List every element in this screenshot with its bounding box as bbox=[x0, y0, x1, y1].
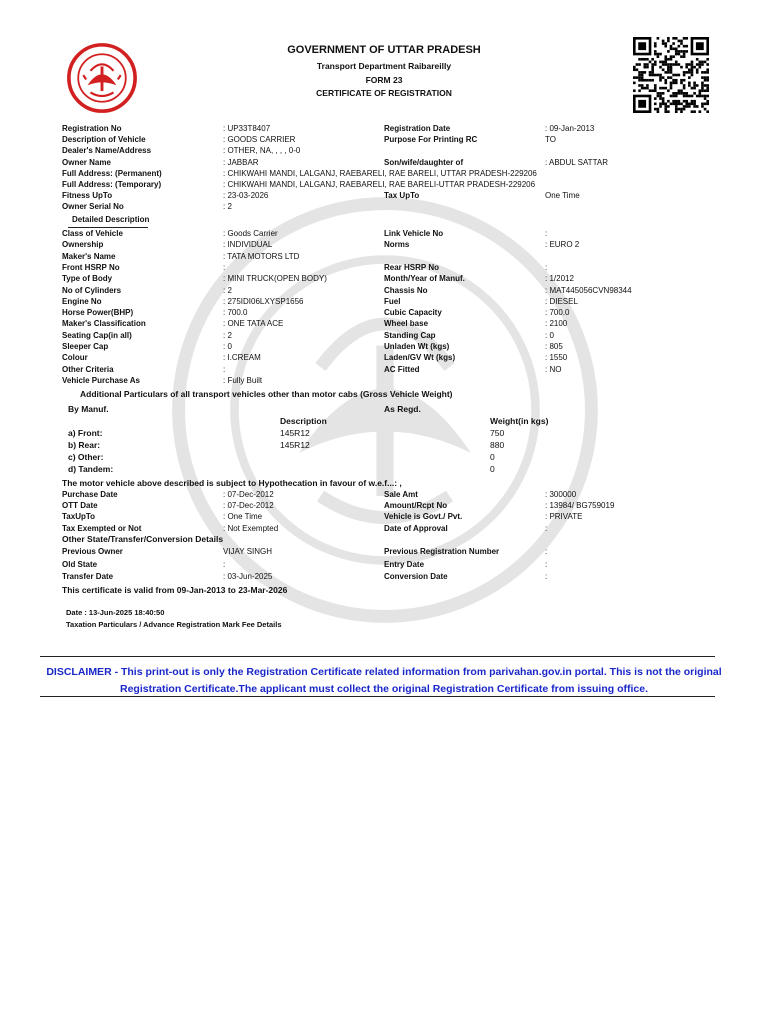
field-value: : bbox=[545, 262, 548, 272]
field-label: Sleeper Cap bbox=[62, 342, 109, 351]
disclaimer-bottom-rule bbox=[40, 696, 715, 697]
gvw-row-weight: 0 bbox=[490, 464, 495, 474]
validity-text: This certificate is valid from 09-Jan-2013 to 23-Mar-2026 bbox=[62, 585, 288, 595]
gvw-row-weight: 880 bbox=[490, 440, 505, 450]
field-value: : 805 bbox=[545, 342, 563, 351]
field-value: : NO bbox=[545, 364, 562, 374]
field-value: : PRIVATE bbox=[545, 512, 583, 522]
field-value: : Fully Built bbox=[223, 375, 263, 385]
disclaimer-line-2: Registration Certificate.The applicant must collect the original Registration Certificate from issuing office. bbox=[119, 683, 648, 695]
disclaimer-top-rule bbox=[40, 656, 715, 657]
field-label: Previous Registration Number bbox=[384, 547, 500, 556]
field-label: Amount/Rcpt No bbox=[384, 501, 448, 511]
field-value: : UP33T8407 bbox=[223, 124, 271, 133]
print-date: Date : 13-Jun-2025 18:40:50 bbox=[66, 608, 165, 617]
taxation-particulars: Taxation Particulars / Advance Registration Mark Fee Details bbox=[66, 620, 282, 629]
field-label: Fitness UpTo bbox=[62, 191, 113, 201]
field-label: Previous Owner bbox=[62, 547, 123, 556]
weight-header: Weight(in kgs) bbox=[490, 416, 549, 426]
field-label: Vehicle Purchase As bbox=[62, 375, 140, 385]
field-label: Rear HSRP No bbox=[384, 262, 439, 272]
field-value: : OTHER, NA, , , , 0-0 bbox=[223, 146, 301, 156]
field-value: : 1550 bbox=[545, 353, 568, 363]
field-label: Son/wife/daughter of bbox=[384, 157, 464, 167]
field-label: Horse Power(BHP) bbox=[62, 308, 134, 318]
field-label: Unladen Wt (kgs) bbox=[384, 342, 450, 351]
gvw-row-weight: 0 bbox=[490, 452, 495, 462]
field-label: Transfer Date bbox=[62, 572, 114, 581]
header-department: Transport Department Raibareilly bbox=[316, 61, 452, 71]
field-value: : 700.0 bbox=[223, 308, 248, 318]
field-label: Link Vehicle No bbox=[384, 229, 444, 238]
field-value: : 0 bbox=[545, 330, 554, 340]
field-value: : 700.0 bbox=[545, 308, 570, 318]
field-value: : Goods Carrier bbox=[223, 229, 278, 238]
disclaimer bbox=[40, 664, 728, 698]
gvw-row-weight: 750 bbox=[490, 428, 505, 438]
field-label: Wheel base bbox=[384, 319, 429, 329]
field-value: : MAT445056CVN98344 bbox=[545, 285, 632, 295]
field-label: Type of Body bbox=[62, 274, 113, 284]
gvw-row-label: c) Other: bbox=[68, 452, 104, 462]
field-label: AC Fitted bbox=[384, 364, 420, 374]
field-label: Description of Vehicle bbox=[62, 135, 146, 145]
field-value: : JABBAR bbox=[223, 157, 259, 167]
field-value: : 07-Dec-2012 bbox=[223, 490, 274, 499]
header-title: GOVERNMENT OF UTTAR PRADESH bbox=[287, 44, 481, 56]
field-label: Full Address: (Temporary) bbox=[62, 180, 162, 189]
header-certificate: CERTIFICATE OF REGISTRATION bbox=[316, 88, 452, 98]
field-value: : MINI TRUCK(OPEN BODY) bbox=[223, 274, 327, 284]
field-value: : CHIKWAHI MANDI, LALGANJ, RAEBARELI, RAE BARELI, UTTAR PRADESH-229206 bbox=[223, 168, 537, 178]
field-label: Sale Amt bbox=[384, 490, 418, 499]
field-value: : bbox=[223, 559, 226, 569]
header-form: FORM 23 bbox=[365, 75, 403, 85]
field-value: : bbox=[223, 364, 226, 374]
field-label: Old State bbox=[62, 559, 98, 569]
field-value: : 2 bbox=[223, 330, 232, 340]
field-label: Conversion Date bbox=[384, 572, 448, 581]
field-value: : 23-03-2026 bbox=[223, 191, 269, 201]
field-label: Owner Name bbox=[62, 157, 111, 167]
field-label: Maker's Name bbox=[62, 251, 116, 261]
field-label: No of Cylinders bbox=[62, 285, 122, 295]
field-value: VIJAY SINGH bbox=[223, 547, 273, 556]
field-value: : 2 bbox=[223, 202, 232, 212]
field-label: Class of Vehicle bbox=[62, 229, 123, 238]
field-label: Registration Date bbox=[384, 124, 451, 133]
gvw-row-description: 145R12 bbox=[280, 440, 310, 450]
as-regd-label: As Regd. bbox=[384, 404, 421, 414]
field-value: : ONE TATA ACE bbox=[223, 319, 284, 329]
field-label: Laden/GV Wt (kgs) bbox=[384, 353, 456, 363]
description-header: Description bbox=[280, 416, 327, 426]
field-value: : bbox=[545, 523, 548, 533]
field-label: Dealer's Name/Address bbox=[62, 146, 152, 156]
field-value: : bbox=[545, 572, 548, 581]
field-value: TO bbox=[545, 135, 556, 145]
field-label: Engine No bbox=[62, 296, 102, 306]
field-value: : bbox=[223, 262, 226, 272]
field-label: Registration No bbox=[62, 124, 122, 133]
field-label: Front HSRP No bbox=[62, 262, 120, 272]
field-value: : 1/2012 bbox=[545, 274, 574, 284]
disclaimer-line-1: DISCLAIMER - This print-out is only the Registration Certificate related information from parivahan.gov.in portal. This is not the original bbox=[46, 666, 722, 678]
field-value: : 13984/ BG759019 bbox=[545, 501, 615, 511]
detailed-title-underline bbox=[68, 227, 148, 228]
field-value: : One Time bbox=[223, 512, 263, 522]
gvw-row-description: 145R12 bbox=[280, 428, 310, 438]
field-label: Date of Approval bbox=[384, 523, 448, 533]
field-value: : INDIVIDUAL bbox=[223, 240, 273, 250]
by-manuf-label: By Manuf. bbox=[68, 404, 109, 414]
field-label: Full Address: (Permanent) bbox=[62, 168, 162, 178]
field-label: Colour bbox=[62, 353, 88, 363]
field-value: : EURO 2 bbox=[545, 240, 580, 250]
field-label: Purpose For Printing RC bbox=[384, 135, 478, 145]
gvw-row-label: b) Rear: bbox=[68, 440, 101, 450]
field-value: : DIESEL bbox=[545, 296, 578, 306]
field-label: Standing Cap bbox=[384, 330, 436, 340]
field-label: Tax Exempted or Not bbox=[62, 523, 142, 533]
field-label: Norms bbox=[384, 240, 410, 250]
field-value: : GOODS CARRIER bbox=[223, 135, 296, 145]
field-label: Entry Date bbox=[384, 559, 425, 569]
field-label: Tax UpTo bbox=[384, 191, 420, 201]
field-label: Ownership bbox=[62, 240, 104, 250]
other-state-title: Other State/Transfer/Conversion Details bbox=[62, 534, 224, 544]
gvw-row-label: d) Tandem: bbox=[68, 464, 114, 474]
field-label: Seating Cap(in all) bbox=[62, 330, 132, 340]
field-value: One Time bbox=[545, 191, 580, 201]
field-value: : 300000 bbox=[545, 490, 577, 499]
field-value: : I.CREAM bbox=[223, 353, 261, 363]
field-label: Purchase Date bbox=[62, 490, 118, 499]
field-label: Month/Year of Manuf. bbox=[384, 274, 465, 284]
field-value: : CHIKWAHI MANDI, LALGANJ, RAEBARELI, RAE BARELI-UTTAR PRADESH-229206 bbox=[223, 180, 536, 189]
additional-particulars-title: Additional Particulars of all transport vehicles other than motor cabs (Gross Vehicle Weight) bbox=[80, 389, 453, 399]
field-value: : bbox=[545, 559, 548, 569]
field-value: : ABDUL SATTAR bbox=[545, 157, 608, 167]
field-value: : 2 bbox=[223, 285, 232, 295]
field-label: Other Criteria bbox=[62, 364, 114, 374]
field-label: Cubic Capacity bbox=[384, 308, 442, 318]
detailed-description-title: Detailed Description bbox=[72, 215, 150, 224]
field-value: : Not Exempted bbox=[223, 523, 279, 533]
field-label: TaxUpTo bbox=[62, 512, 96, 522]
field-value: : 0 bbox=[223, 342, 232, 351]
field-value: : TATA MOTORS LTD bbox=[223, 251, 300, 261]
field-value: : bbox=[545, 547, 548, 556]
field-value: : bbox=[545, 229, 548, 238]
field-label: Owner Serial No bbox=[62, 202, 124, 212]
field-value: : 07-Dec-2012 bbox=[223, 501, 274, 511]
field-label: Maker's Classification bbox=[62, 319, 146, 329]
hypothecation-text: The motor vehicle above described is subject to Hypothecation in favour of w.e.f...: , bbox=[62, 478, 402, 488]
field-value: : 03-Jun-2025 bbox=[223, 572, 273, 581]
field-label: Chassis No bbox=[384, 285, 428, 295]
field-label: Vehicle is Govt./ Pvt. bbox=[384, 512, 463, 522]
gvw-row-label: a) Front: bbox=[68, 428, 103, 438]
field-value: : 09-Jan-2013 bbox=[545, 124, 595, 133]
field-value: : 2100 bbox=[545, 319, 568, 329]
field-label: OTT Date bbox=[62, 501, 98, 511]
field-value: : 275IDI06LXYSP1656 bbox=[223, 296, 304, 306]
field-label: Fuel bbox=[384, 296, 401, 306]
